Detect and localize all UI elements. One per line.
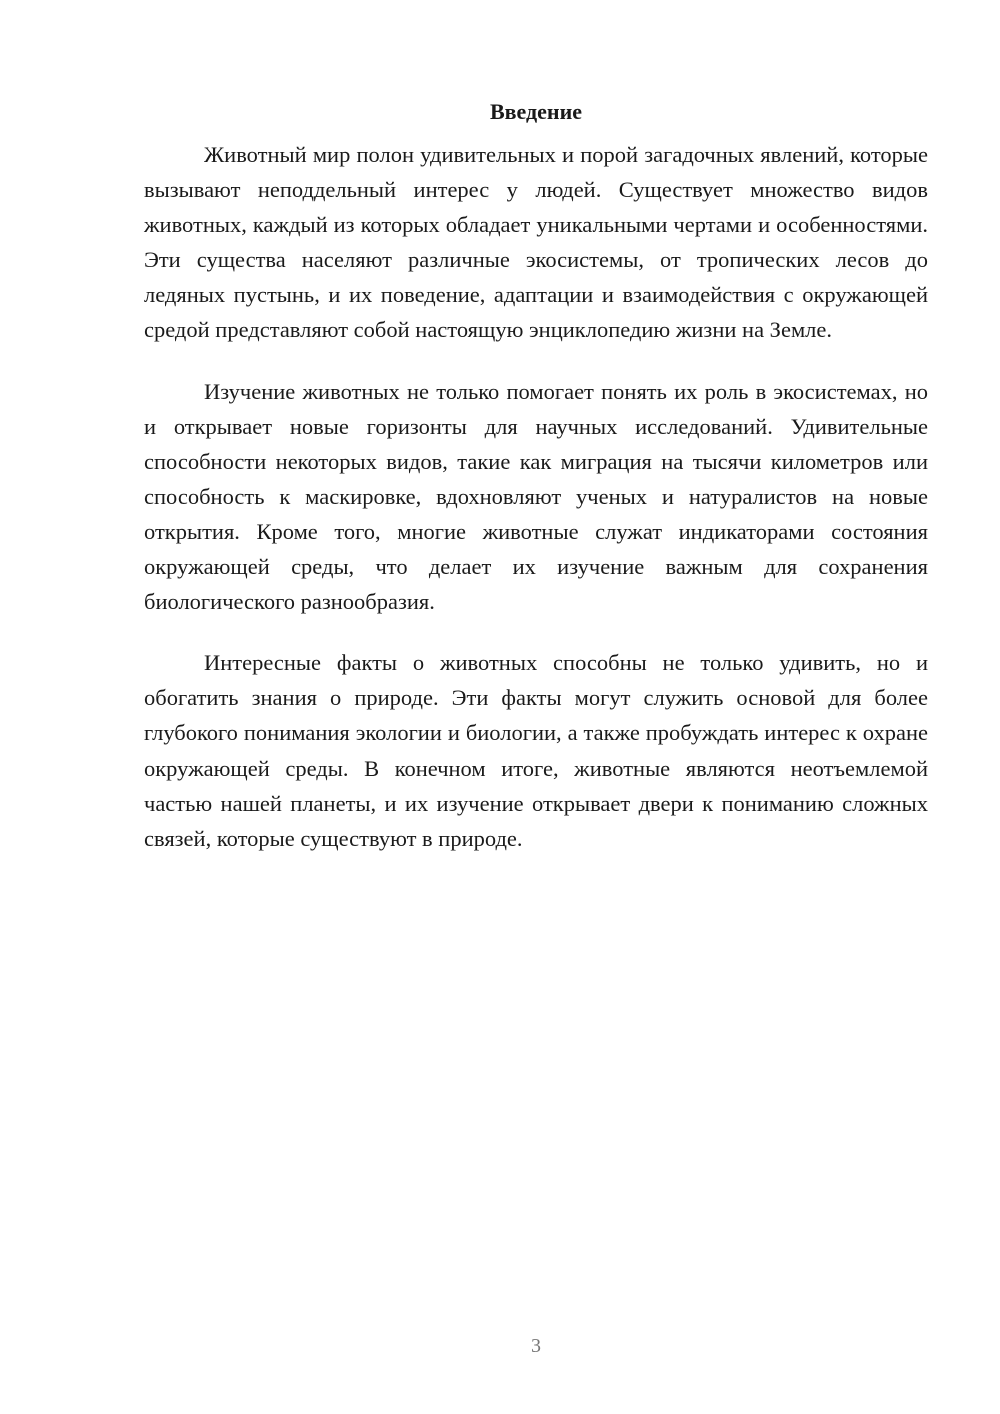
page-content	[144, 96, 928, 856]
paragraph-3: Интересные факты о животных способны не только удивить, но и обогатить знания о природе. Эти факты могут служить основой для более глубокого понимания экологии и биологии, а также пробуждать интерес к охране окружающей среды. В конечном итоге, животные являются неотъемлемой частью нашей планеты, и их изучение открывает двери к пониманию сложных связей, которые существуют в природе.	[144, 650, 928, 851]
paragraph-1: Животный мир полон удивительных и порой загадочных явлений, которые вызывают неподдельный интерес у людей. Существует множество видов животных, каждый из которых обладает уникальными чертами и особенностями. Эти существа населяют различные экосистемы, от тропических лесов до ледяных пустынь, и их поведение, адаптации и взаимодействия с окружающей средой представляют собой настоящую энциклопедию жизни на Земле.	[144, 142, 928, 343]
section-title: Введение	[489, 99, 583, 124]
page-number: 3	[531, 1335, 541, 1357]
paragraph-2: Изучение животных не только помогает понять их роль в экосистемах, но и открывает новые горизонты для научных исследований. Удивительные способности некоторых видов, такие как миграция на тысячи километров или способность к маскировке, вдохновляют ученых и натуралистов на новые открытия. Кроме того, многие животные служат индикаторами состояния окружающей среды, что делает их изучение важным для сохранения биологического разнообразия.	[144, 378, 928, 615]
